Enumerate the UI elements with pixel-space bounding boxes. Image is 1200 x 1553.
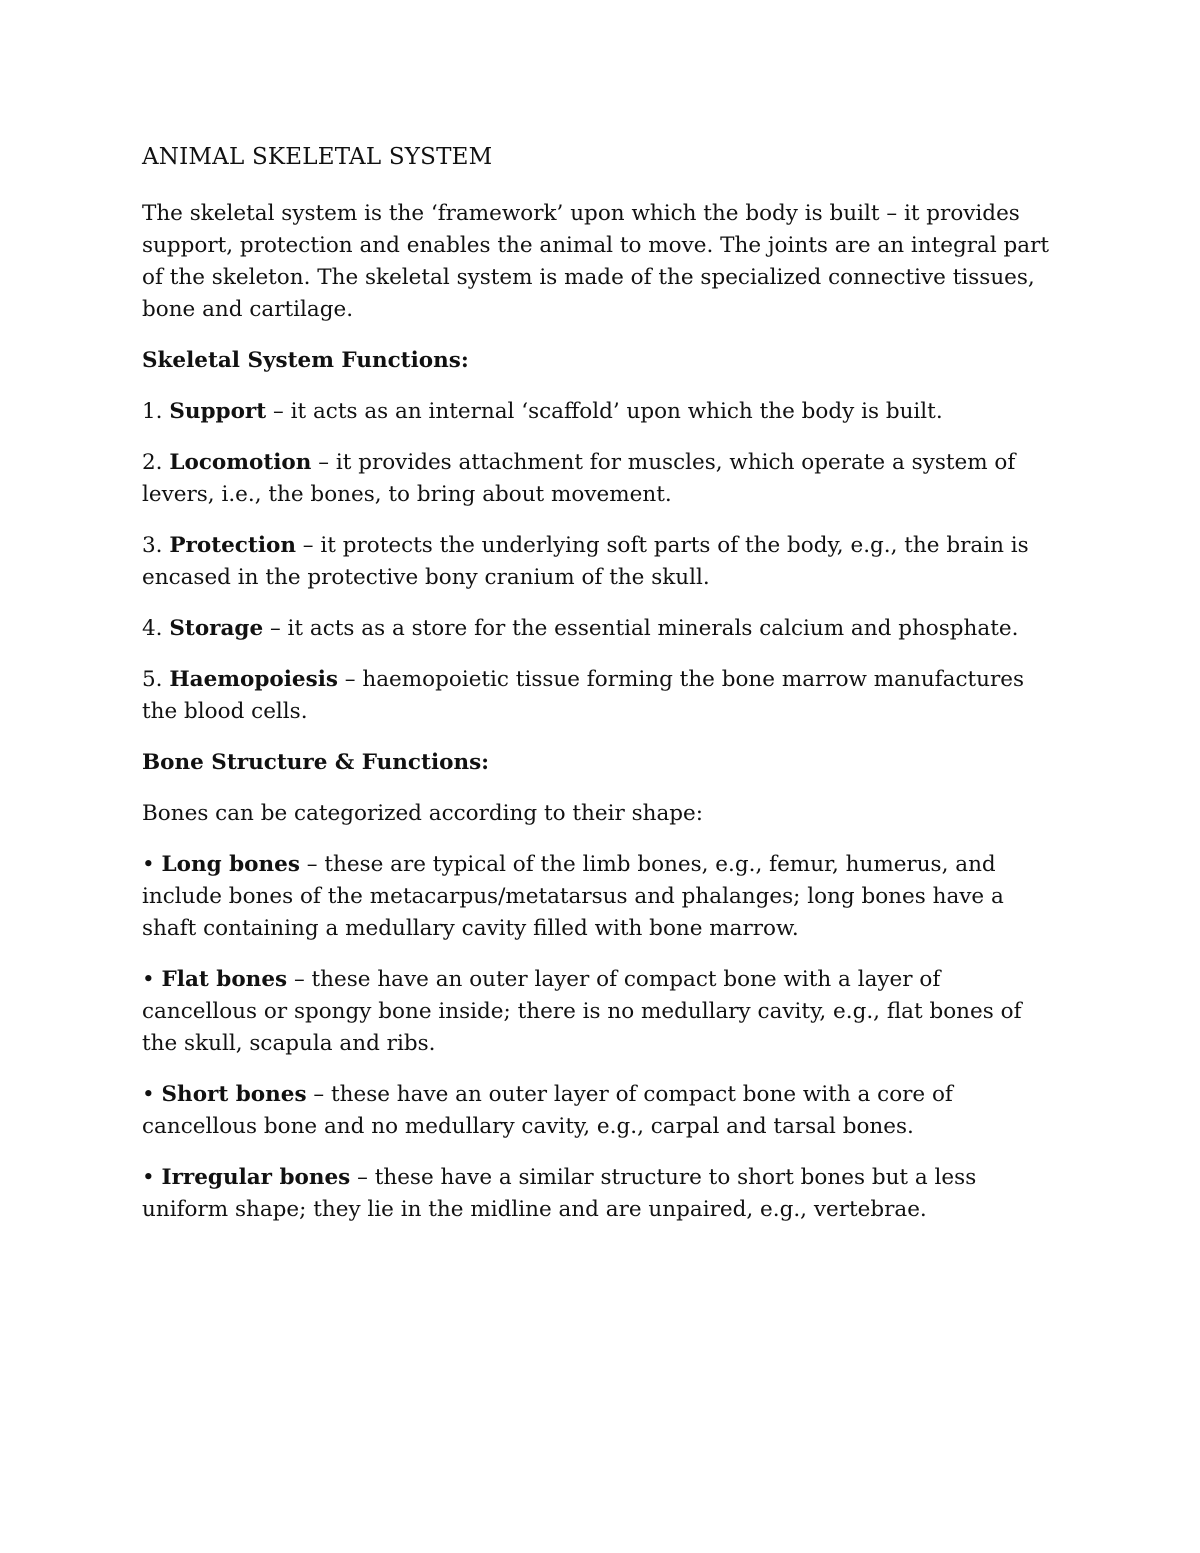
item-term: Support xyxy=(169,399,267,424)
item-number: 2. xyxy=(142,450,170,475)
item-number: 4. xyxy=(142,616,170,641)
item-term: Protection xyxy=(169,533,296,558)
function-item xyxy=(142,530,1062,594)
item-term: Irregular bones xyxy=(161,1165,351,1190)
bullet: • xyxy=(142,967,162,992)
bone-type-item xyxy=(142,1079,1062,1143)
bullet: • xyxy=(142,1082,162,1107)
function-item xyxy=(142,447,1062,511)
item-text: – these have an outer layer of compact bone with a layer of cancellous or spongy bone inside; there is no medullary cavity, e.g., flat bones of the skull, scapula and ribs. xyxy=(142,967,1022,1056)
functions-heading: Skeletal System Functions: xyxy=(142,348,469,373)
bone-type-item xyxy=(142,1162,1062,1226)
bone-type-item xyxy=(142,849,1062,945)
item-text: – these are typical of the limb bones, e.g., femur, humerus, and include bones of the metacarpus/metatarsus and phalanges; long bones have a shaft containing a medullary cavity filled with bone marrow. xyxy=(142,852,1004,941)
item-term: Storage xyxy=(169,616,264,641)
item-text: – it provides attachment for muscles, which operate a system of levers, i.e., the bones, to bring about movement. xyxy=(142,450,1016,507)
item-text: – it acts as an internal ‘scaffold’ upon which the body is built. xyxy=(266,399,943,424)
bone-intro-paragraph: Bones can be categorized according to their shape: xyxy=(142,801,704,826)
item-number: 1. xyxy=(142,399,170,424)
bullet: • xyxy=(142,852,162,877)
item-text: – it acts as a store for the essential minerals calcium and phosphate. xyxy=(263,616,1019,641)
item-text: – it protects the underlying soft parts of the body, e.g., the brain is encased in the protective bony cranium of the skull. xyxy=(142,533,1029,590)
item-term: Flat bones xyxy=(161,967,288,992)
item-term: Locomotion xyxy=(169,450,312,475)
item-number: 3. xyxy=(142,533,170,558)
function-item xyxy=(142,664,1062,728)
bone-structure-heading: Bone Structure & Functions: xyxy=(142,750,490,775)
item-term: Haemopoiesis xyxy=(169,667,338,692)
item-text: – these have an outer layer of compact bone with a core of cancellous bone and no medullary cavity, e.g., carpal and tarsal bones. xyxy=(142,1082,953,1139)
bullet: • xyxy=(142,1165,162,1190)
item-text: – these have a similar structure to short bones but a less uniform shape; they lie in the midline and are unpaired, e.g., vertebrae. xyxy=(142,1165,977,1222)
function-item xyxy=(142,396,1062,428)
item-number: 5. xyxy=(142,667,170,692)
bone-type-item xyxy=(142,964,1062,1060)
function-item xyxy=(142,613,1062,645)
intro-paragraph: The skeletal system is the ‘framework’ upon which the body is built – it provides support, protection and enables the animal to move. The joints are an integral part of the skeleton. The skeletal system is made of the specialized connective tissues, bone and cartilage. xyxy=(142,201,1050,322)
document-content xyxy=(142,140,1062,1245)
item-text: – haemopoietic tissue forming the bone marrow manufactures the blood cells. xyxy=(142,667,1025,724)
item-term: Short bones xyxy=(161,1082,307,1107)
item-term: Long bones xyxy=(161,852,300,877)
document-title: ANIMAL SKELETAL SYSTEM xyxy=(142,144,493,170)
